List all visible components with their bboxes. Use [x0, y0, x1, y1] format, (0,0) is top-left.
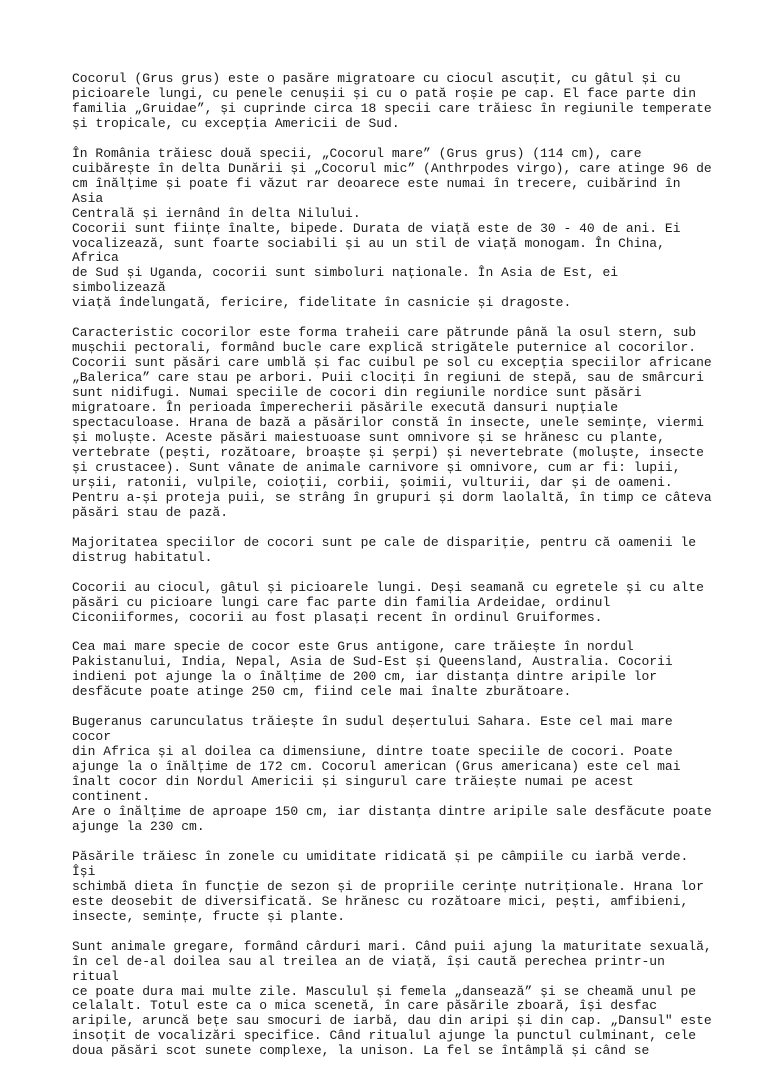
paragraph-habitat-diet: Păsările trăiesc în zonele cu umiditate ridicată și pe câmpiile cu iarbă verde. Își schimbă dieta în funcție de sezon și de propriile cerințe nutriționale. Hrana lor este deosebit de diversificată. Se hrănesc cu rozătoare mici, pești, amfibieni, insecte, semințe, fructe și plante.	[72, 848, 704, 924]
paragraph-characteristics: Caracteristic cocorilor este forma traheii care pătrunde până la osul stern, sub mușchii pectorali, formând bucle care explică strigătele puternice al cocorilor. Cocorii sunt păsări care umblă și fac cuibul pe sol cu excepția speciilor africane „Balerica” care stau pe arbori. Puii clociți în regiuni de stepă, sau de smârcuri sunt nidifugi. Numai speciile de cocori din regiunile nordice sunt păsări migratoare. În perioada împerecherii păsările execută dansuri nupțiale spectaculoase. Hrana de bază a păsărilor constă în insecte, unele semințe, viermi și moluște. Aceste păsări maiestuoase sunt omnivore și se hrănesc cu plante, vertebrate (pești, rozătoare, broaște și șerpi) și nevertebrate (moluște, insecte și crustacee). Sunt vânate de animale carnivore și omnivore, cum ar fi: lupii, urșii, ratonii, vulpile, coioții, corbii, șoimii, vulturii, dar și de oameni. Pentru a-și proteja puii, se strâng în grupuri și dorm laolaltă, în timp ce câteva păsări stau de pază.	[72, 325, 712, 520]
paragraph-mating-ritual: Sunt animale gregare, formând cârduri mari. Când puii ajung la maturitate sexuală, în cel de-al doilea sau al treilea an de viață, își caută perechea printr-un ritual ce poate dura mai multe zile. Masculul și femela „dansează” și se cheamă unul pe celalalt. Totul este ca o mica scenetă, în care păsările zboară, își desfac aripile, aruncă bețe sau smocuri de iarbă, dau din aripi și din cap. „Dansul" este insoțit de vocalizări specifice. Când ritualul ajunge la punctul culminant, cele doua păsări scot sunete complexe, la unison. La fel se întâmplă și când se	[72, 938, 712, 1059]
paragraph-africa-america: Bugeranus carunculatus trăiește în sudul deșertului Sahara. Este cel mai mare cocor din Africa și al doilea ca dimensiune, dintre toate speciile de cocori. Poate ajunge la o înălțime de 172 cm. Cocorul american (Grus americana) este cel mai înalt cocor din Nordul Americii și singurul care trăiește numai pe acest continent. Are o înălțime de aproape 150 cm, iar distanța dintre aripile sale desfăcute poate ajunge la 230 cm.	[72, 714, 712, 834]
paragraph-endangered: Majoritatea speciilor de cocori sunt pe cale de dispariție, pentru că oamenii le distrug habitatul.	[72, 534, 697, 565]
paragraph-romania-species: În România trăiesc două specii, „Cocorul mare” (Grus grus) (114 cm), care cuibărește în delta Dunării și „Cocorul mic” (Anthrpodes virgo), care atinge 96 de cm înălțime și poate fi văzut rar deoarece este numai în trecere, cuibărind în Asia Centrală și iernând în delta Nilului.	[72, 145, 712, 221]
paragraph-lifespan: Cocorii sunt ființe înalte, bipede. Durata de viață este de 30 - 40 de ani. Ei vocalizează, sunt foarte sociabili și au un stil de viață monogam. În China, Africa de Sud și Uganda, cocorii sunt simboluri naționale. În Asia de Est, ei simbolizează viață îndelungată, fericire, fidelitate în casnicie și dragoste.	[72, 220, 681, 311]
paragraph-intro: Cocorul (Grus grus) este o pasăre migratoare cu ciocul ascuțit, cu gâtul și cu picioarele lungi, cu penele cenușii și cu o pată roșie pe cap. El face parte din familia „Gruidae”, și cuprinde circa 18 specii care trăiesc în regiunile temperate și tropicale, cu excepția Americii de Sud.	[72, 71, 712, 131]
document-body	[72, 72, 712, 1074]
paragraph-largest-species: Cea mai mare specie de cocor este Grus antigone, care trăiește în nordul Pakistanului, India, Nepal, Asia de Sud-Est și Queensland, Australia. Cocorii indieni pot ajunge la o înălțime de 200 cm, iar distanța dintre aripile lor desfăcute poate atinge 250 cm, fiind cele mai înalte zburătoare.	[72, 639, 673, 700]
paragraph-anatomy: Cocorii au ciocul, gâtul și picioarele lungi. Deși seamană cu egretele și cu alte păsări cu picioare lungi care fac parte din familia Ardeidae, ordinul Ciconiiformes, cocorii au fost plasați recent în ordinul Gruiformes.	[72, 579, 704, 625]
